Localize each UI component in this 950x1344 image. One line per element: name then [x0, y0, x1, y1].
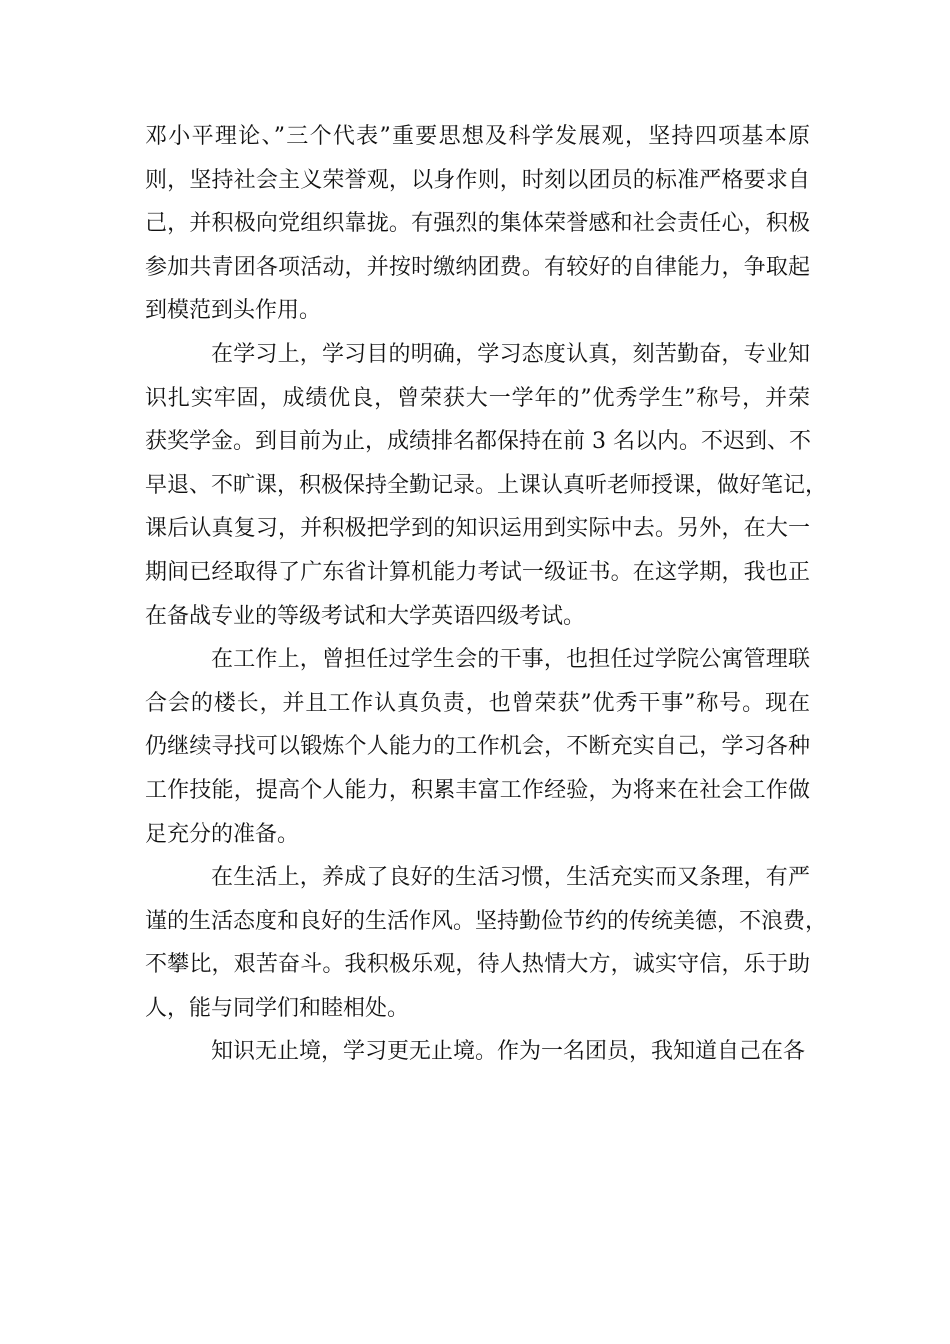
text-line: 期间已经取得了广东省计算机能力考试一级证书。在这学期，我也正	[145, 559, 810, 585]
text-line: 合会的楼长，并且工作认真负责，也曾荣获”优秀干事”称号。现在	[145, 690, 810, 716]
text-line: 在备战专业的等级考试和大学英语四级考试。	[145, 603, 586, 629]
text-line: 早退、不旷课，积极保持全勤记录。上课认真听老师授课，做好笔记，	[145, 472, 828, 498]
text-line: 谨的生活态度和良好的生活作风。坚持勤俭节约的传统美德，不浪费，	[145, 908, 828, 934]
document-body	[145, 115, 828, 1074]
text-line: 仍继续寻找可以锻炼个人能力的工作机会，不断充实自己，学习各种	[145, 734, 810, 760]
text-line: 知识无止境，学习更无止境。作为一名团员，我知道自己在各	[211, 1039, 806, 1065]
text-line: 在学习上，学习目的明确，学习态度认真，刻苦勤奋，专业知	[211, 341, 810, 367]
text-line: 课后认真复习，并积极把学到的知识运用到实际中去。另外，在大一	[145, 516, 810, 542]
paragraph-conclusion	[145, 1030, 810, 1074]
paragraph-life	[145, 856, 828, 1030]
text-line: 识扎实牢固，成绩优良，曾荣获大一学年的”优秀学生”称号，并荣	[145, 385, 810, 411]
paragraph-study	[145, 333, 828, 638]
text-line: 参加共青团各项活动，并按时缴纳团费。有较好的自律能力，争取起	[145, 254, 810, 280]
text-line: 人，能与同学们和睦相处。	[145, 995, 410, 1021]
text-line: 在工作上，曾担任过学生会的干事，也担任过学院公寓管理联	[211, 647, 810, 673]
text-line: 获奖学金。到目前为止，成绩排名都保持在前 3 名以内。不迟到、不	[145, 429, 811, 455]
text-line: 不攀比，艰苦奋斗。我积极乐观，待人热情大方，诚实守信，乐于助	[145, 952, 810, 978]
text-line: 工作技能，提高个人能力，积累丰富工作经验，为将来在社会工作做	[145, 777, 810, 803]
text-line: 足充分的准备。	[145, 821, 300, 847]
text-line: 己，并积极向党组织靠拢。有强烈的集体荣誉感和社会责任心，积极	[145, 211, 810, 237]
paragraph-political	[145, 115, 810, 333]
text-line: 则，坚持社会主义荣誉观，以身作则，时刻以团员的标准严格要求自	[145, 167, 810, 193]
text-line: 在生活上，养成了良好的生活习惯，生活充实而又条理，有严	[211, 865, 810, 891]
text-line: 邓小平理论、”三个代表”重要思想及科学发展观，坚持四项基本原	[145, 124, 810, 149]
paragraph-work	[145, 638, 810, 856]
text-line: 到模范到头作用。	[145, 298, 322, 324]
